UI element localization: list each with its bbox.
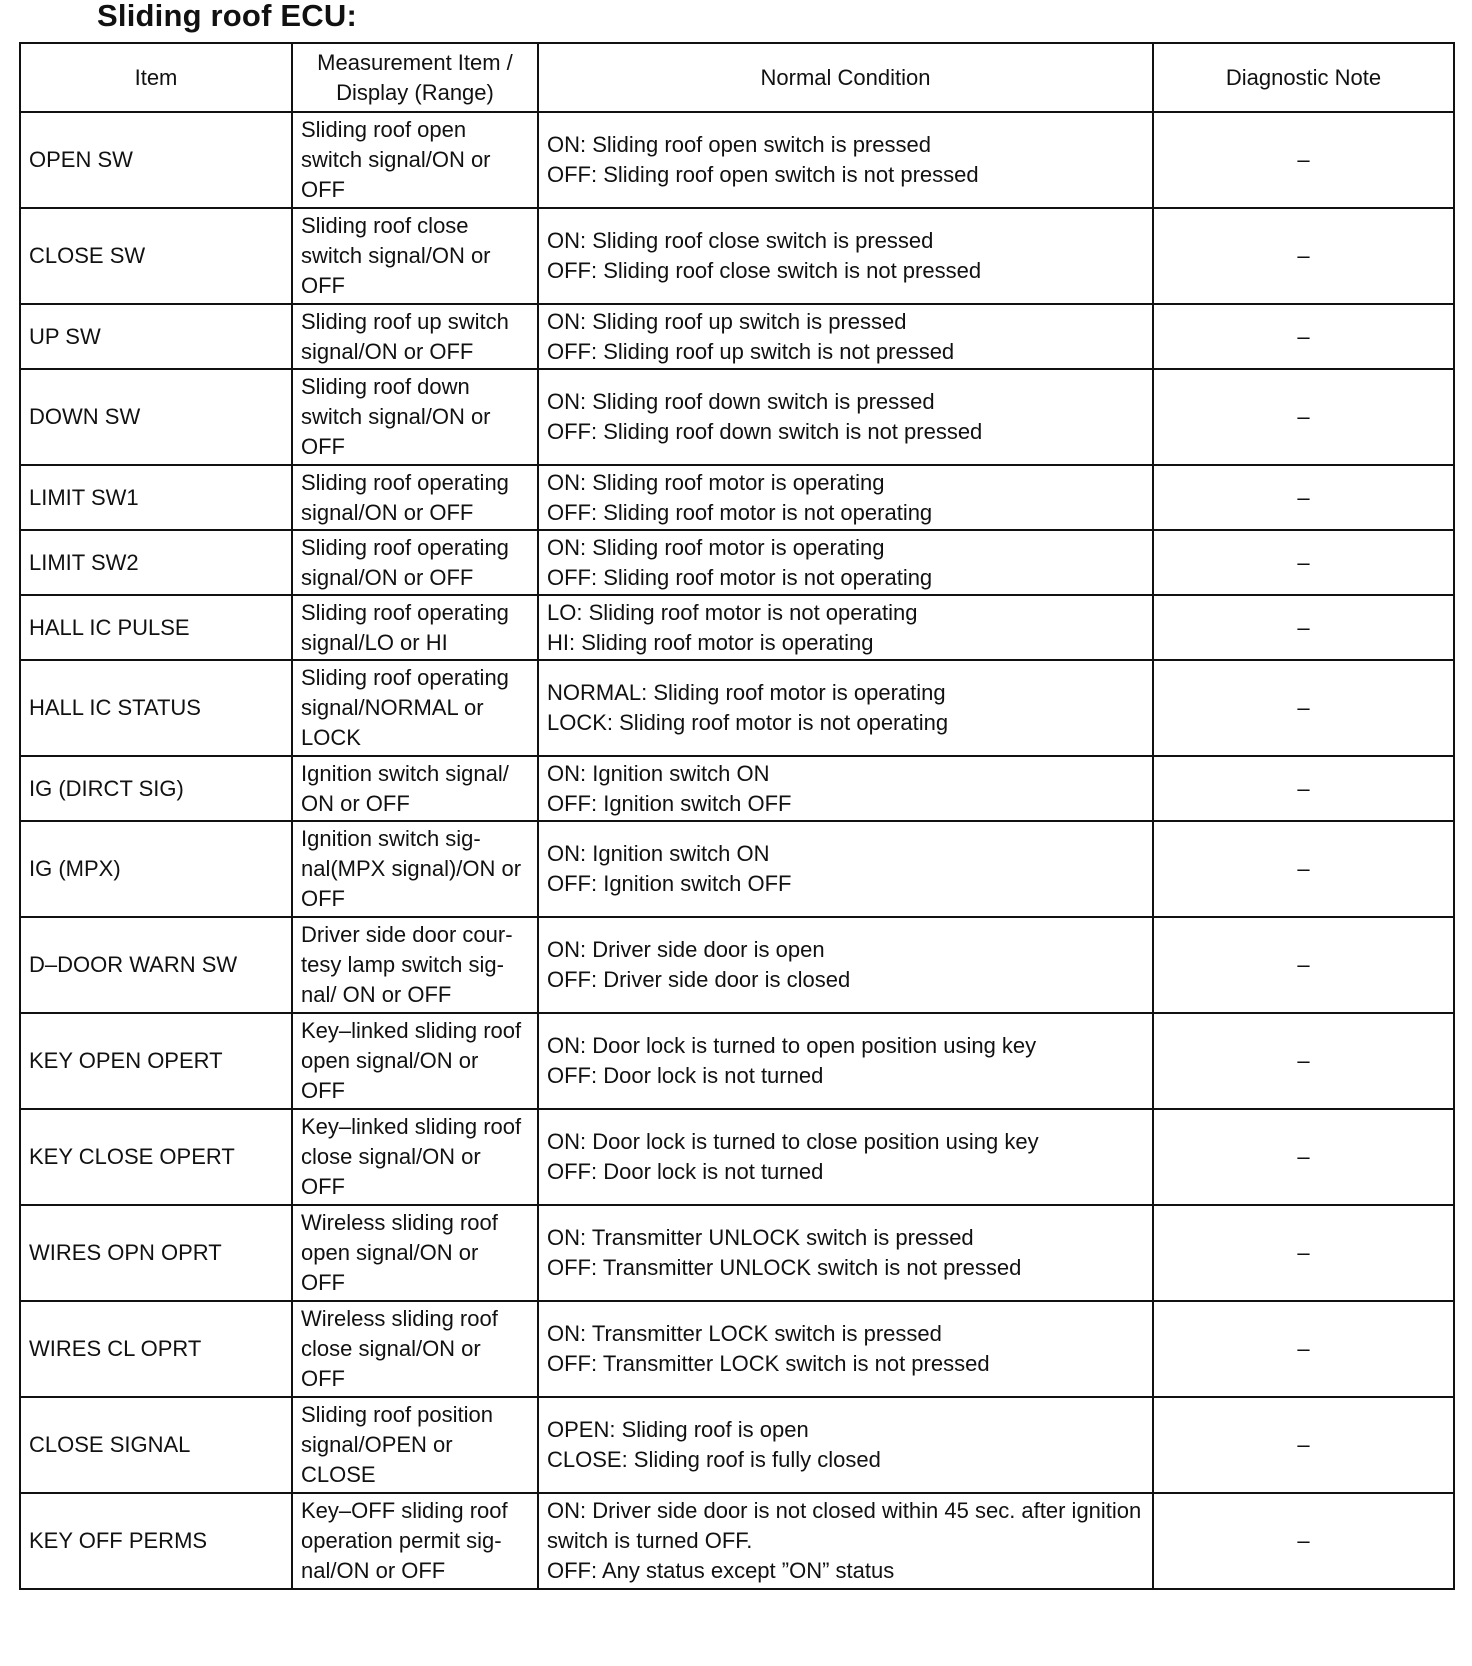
condition-cell: [538, 112, 1153, 208]
condition-cell: [538, 304, 1153, 369]
table-row: [20, 208, 1454, 304]
measurement-line: Sliding roof operating: [301, 534, 509, 560]
header-condition: Normal Condition: [538, 43, 1153, 112]
note-cell: –: [1153, 304, 1454, 369]
measurement-line: open signal/ON or: [301, 1240, 479, 1265]
condition-line: HI: Sliding roof motor is operating: [547, 629, 874, 655]
note-cell: –: [1153, 917, 1454, 1013]
condition-line: OFF: Transmitter LOCK switch is not pressed: [547, 1351, 990, 1376]
note-cell: –: [1153, 1109, 1454, 1205]
condition-line: OFF: Sliding roof motor is not operating: [547, 499, 933, 525]
item-cell: LIMIT SW2: [20, 530, 292, 595]
table-row: [20, 1109, 1454, 1205]
condition-line: ON: Transmitter UNLOCK switch is pressed: [547, 1225, 974, 1250]
condition-line: OFF: Sliding roof motor is not operating: [547, 564, 933, 590]
note-cell: –: [1153, 1493, 1454, 1589]
measurement-cell: [292, 756, 538, 821]
measurement-line: open signal/ON or: [301, 1048, 479, 1073]
measurement-line: OFF: [301, 886, 345, 911]
condition-line: LO: Sliding roof motor is not operating: [547, 599, 918, 625]
measurement-line: Key–linked sliding roof: [301, 1114, 522, 1139]
measurement-cell: [292, 595, 538, 660]
measurement-cell: [292, 304, 538, 369]
measurement-line: Key–OFF sliding roof: [301, 1498, 508, 1523]
table-row: [20, 756, 1454, 821]
table-row: [20, 465, 1454, 530]
measurement-line: signal/ON or OFF: [301, 564, 474, 590]
condition-line: OFF: Sliding roof close switch is not pressed: [547, 258, 982, 283]
measurement-cell: [292, 530, 538, 595]
measurement-cell: [292, 369, 538, 465]
note-cell: –: [1153, 208, 1454, 304]
diagnostic-table: [19, 42, 1455, 1590]
condition-line: ON: Sliding roof close switch is pressed: [547, 228, 934, 253]
condition-line: ON: Ignition switch ON: [547, 841, 770, 866]
table-row: [20, 1301, 1454, 1397]
condition-line: OFF: Ignition switch OFF: [547, 790, 792, 816]
condition-cell: [538, 369, 1153, 465]
condition-line: OFF: Any status except ”ON” status: [547, 1558, 895, 1583]
condition-line: ON: Sliding roof down switch is pressed: [547, 389, 935, 414]
note-cell: –: [1153, 1397, 1454, 1493]
header-note: Diagnostic Note: [1153, 43, 1454, 112]
condition-line: OFF: Driver side door is closed: [547, 967, 851, 992]
measurement-line: nal/ ON or OFF: [301, 982, 452, 1007]
measurement-line: OFF: [301, 177, 345, 202]
table-row: [20, 369, 1454, 465]
table-row: [20, 530, 1454, 595]
measurement-line: nal(MPX signal)/ON or: [301, 856, 522, 881]
measurement-line: switch signal/ON or: [301, 243, 491, 268]
condition-cell: [538, 530, 1153, 595]
item-cell: LIMIT SW1: [20, 465, 292, 530]
table-row: [20, 1205, 1454, 1301]
condition-cell: [538, 821, 1153, 917]
condition-line: ON: Door lock is turned to open position using key: [547, 1033, 1037, 1058]
measurement-line: close signal/ON or: [301, 1336, 481, 1361]
condition-line: ON: Transmitter LOCK switch is pressed: [547, 1321, 942, 1346]
measurement-line: CLOSE: [301, 1462, 376, 1487]
measurement-line: OFF: [301, 1366, 345, 1391]
note-cell: –: [1153, 369, 1454, 465]
item-cell: WIRES OPN OPRT: [20, 1205, 292, 1301]
measurement-line: OFF: [301, 1174, 345, 1199]
measurement-line: switch signal/ON or: [301, 147, 491, 172]
measurement-line: signal/NORMAL or: [301, 695, 484, 720]
measurement-line: signal/LO or HI: [301, 629, 448, 655]
note-cell: –: [1153, 1013, 1454, 1109]
measurement-line: Sliding roof up switch: [301, 308, 509, 334]
table-row: [20, 595, 1454, 660]
item-cell: KEY CLOSE OPERT: [20, 1109, 292, 1205]
condition-line: OFF: Sliding roof up switch is not pressed: [547, 338, 955, 364]
table-row: [20, 917, 1454, 1013]
page-title: Sliding roof ECU:: [97, 0, 357, 33]
condition-cell: [538, 1205, 1153, 1301]
note-cell: –: [1153, 756, 1454, 821]
measurement-line: Driver side door cour-: [301, 922, 513, 947]
measurement-cell: [292, 821, 538, 917]
measurement-line: Sliding roof open: [301, 117, 467, 142]
item-cell: CLOSE SIGNAL: [20, 1397, 292, 1493]
condition-line: ON: Sliding roof up switch is pressed: [547, 308, 907, 334]
condition-line: ON: Sliding roof motor is operating: [547, 469, 885, 495]
table-row: [20, 660, 1454, 756]
condition-line: switch is turned OFF.: [547, 1528, 753, 1553]
note-cell: –: [1153, 1301, 1454, 1397]
measurement-line: LOCK: [301, 725, 361, 750]
measurement-cell: [292, 660, 538, 756]
measurement-cell: [292, 112, 538, 208]
condition-line: OFF: Transmitter UNLOCK switch is not pressed: [547, 1255, 1022, 1280]
table-body: [20, 112, 1454, 1589]
item-cell: D–DOOR WARN SW: [20, 917, 292, 1013]
condition-line: ON: Driver side door is open: [547, 937, 825, 962]
condition-line: CLOSE: Sliding roof is fully closed: [547, 1447, 881, 1472]
note-cell: –: [1153, 821, 1454, 917]
note-cell: –: [1153, 660, 1454, 756]
item-cell: HALL IC PULSE: [20, 595, 292, 660]
measurement-line: Ignition switch signal/: [301, 760, 509, 786]
measurement-line: Sliding roof close: [301, 213, 469, 238]
measurement-line: OFF: [301, 434, 345, 459]
measurement-cell: [292, 1013, 538, 1109]
note-cell: –: [1153, 1205, 1454, 1301]
condition-cell: [538, 1301, 1153, 1397]
item-cell: IG (MPX): [20, 821, 292, 917]
condition-cell: [538, 1397, 1153, 1493]
measurement-line: operation permit sig-: [301, 1528, 502, 1553]
condition-line: OPEN: Sliding roof is open: [547, 1417, 809, 1442]
condition-line: OFF: Door lock is not turned: [547, 1159, 824, 1184]
condition-cell: [538, 1109, 1153, 1205]
condition-line: ON: Sliding roof motor is operating: [547, 534, 885, 560]
condition-line: NORMAL: Sliding roof motor is operating: [547, 680, 946, 705]
header-row: [20, 43, 1454, 112]
item-cell: KEY OFF PERMS: [20, 1493, 292, 1589]
item-cell: KEY OPEN OPERT: [20, 1013, 292, 1109]
measurement-line: Ignition switch sig-: [301, 826, 481, 851]
condition-line: OFF: Sliding roof open switch is not pressed: [547, 162, 979, 187]
item-cell: OPEN SW: [20, 112, 292, 208]
measurement-line: OFF: [301, 1270, 345, 1295]
measurement-line: Sliding roof operating: [301, 469, 509, 495]
measurement-cell: [292, 1109, 538, 1205]
measurement-line: tesy lamp switch sig-: [301, 952, 504, 977]
header-measurement-line: Display (Range): [336, 79, 494, 105]
measurement-cell: [292, 208, 538, 304]
item-cell: CLOSE SW: [20, 208, 292, 304]
measurement-line: signal/OPEN or: [301, 1432, 453, 1457]
condition-cell: [538, 208, 1153, 304]
measurement-line: signal/ON or OFF: [301, 499, 474, 525]
header-item: Item: [20, 43, 292, 112]
measurement-line: close signal/ON or: [301, 1144, 481, 1169]
measurement-cell: [292, 1205, 538, 1301]
condition-cell: [538, 660, 1153, 756]
measurement-line: signal/ON or OFF: [301, 338, 474, 364]
measurement-cell: [292, 465, 538, 530]
condition-line: ON: Sliding roof open switch is pressed: [547, 132, 931, 157]
measurement-line: Wireless sliding roof: [301, 1210, 498, 1235]
condition-line: ON: Door lock is turned to close position using key: [547, 1129, 1039, 1154]
measurement-line: Sliding roof operating: [301, 599, 509, 625]
note-cell: –: [1153, 112, 1454, 208]
header-measurement: [292, 43, 538, 112]
item-cell: UP SW: [20, 304, 292, 369]
condition-line: OFF: Sliding roof down switch is not pressed: [547, 419, 983, 444]
condition-line: LOCK: Sliding roof motor is not operating: [547, 710, 949, 735]
measurement-line: Sliding roof down: [301, 374, 470, 399]
note-cell: –: [1153, 595, 1454, 660]
measurement-cell: [292, 1301, 538, 1397]
item-cell: WIRES CL OPRT: [20, 1301, 292, 1397]
note-cell: –: [1153, 465, 1454, 530]
header-measurement-line: Measurement Item /: [317, 49, 513, 75]
condition-line: ON: Driver side door is not closed within 45 sec. after ignition: [547, 1498, 1142, 1523]
measurement-line: Wireless sliding roof: [301, 1306, 498, 1331]
table-row: [20, 304, 1454, 369]
measurement-line: OFF: [301, 1078, 345, 1103]
table-row: [20, 821, 1454, 917]
measurement-cell: [292, 1397, 538, 1493]
measurement-line: nal/ON or OFF: [301, 1558, 446, 1583]
measurement-line: ON or OFF: [301, 790, 410, 816]
condition-line: ON: Ignition switch ON: [547, 760, 770, 786]
note-cell: –: [1153, 530, 1454, 595]
measurement-line: Sliding roof position: [301, 1402, 494, 1427]
condition-cell: [538, 1013, 1153, 1109]
measurement-line: OFF: [301, 273, 345, 298]
measurement-line: switch signal/ON or: [301, 404, 491, 429]
table-row: [20, 1397, 1454, 1493]
condition-line: OFF: Ignition switch OFF: [547, 871, 792, 896]
measurement-line: Sliding roof operating: [301, 665, 509, 690]
item-cell: HALL IC STATUS: [20, 660, 292, 756]
measurement-cell: [292, 917, 538, 1013]
condition-cell: [538, 465, 1153, 530]
item-cell: DOWN SW: [20, 369, 292, 465]
table-row: [20, 112, 1454, 208]
condition-cell: [538, 595, 1153, 660]
condition-cell: [538, 756, 1153, 821]
measurement-cell: [292, 1493, 538, 1589]
condition-cell: [538, 1493, 1153, 1589]
condition-cell: [538, 917, 1153, 1013]
item-cell: IG (DIRCT SIG): [20, 756, 292, 821]
measurement-line: Key–linked sliding roof: [301, 1018, 522, 1043]
condition-line: OFF: Door lock is not turned: [547, 1063, 824, 1088]
table-row: [20, 1013, 1454, 1109]
table-row: [20, 1493, 1454, 1589]
